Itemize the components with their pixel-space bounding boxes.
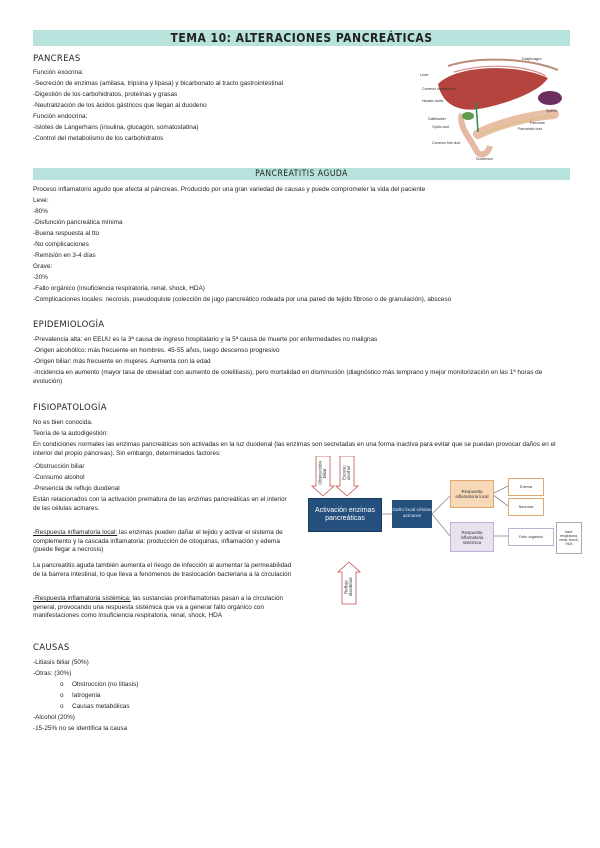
exo-label: Función exocrina: [33, 69, 84, 76]
causa-bullet: o [60, 692, 64, 699]
arrow-alcohol-label: Exceso alcohol [341, 465, 351, 481]
aguda-line: Proceso inflamatorio agudo que afecta al páncreas. Producido por una gran variedad de causas y puede comprometer la vida del paciente [33, 186, 426, 193]
causa-sub: Causas metabólicas [72, 703, 130, 710]
fisio-intro: En condiciones normales las enzimas pancreáticas son activadas en la luz duodenal (las enzimas son secretadas en una forma inactiva para evitar que se puedan provocar daños en el interior del propio páncreas). Sin embargo, determinados factores: [33, 441, 556, 457]
aguda-line: -80% [33, 208, 48, 215]
causa-line: -Otras: (30%) [33, 670, 72, 677]
aguda-line: -No complicaciones [33, 241, 89, 248]
arrow-reflujo-label: Reflujo duodenal [343, 577, 353, 597]
aguda-line: -Fallo orgánico (insuficiencia respiratoria, renal, shock, HDA) [33, 285, 205, 292]
page-title: TEMA 10: ALTERACIONES PANCREÁTICAS [33, 30, 570, 46]
figure-label: Duodenum [476, 157, 494, 161]
fisio-factor: -Obstrucción biliar [33, 463, 85, 470]
epi-line: -Origen alcohólico: más frecuente en hombres. 45-55 años, luego descenso progresivo [33, 347, 280, 354]
pancreas-heading: PANCREAS [33, 54, 81, 64]
aguda-line: -Disfunción pancreática mínima [33, 219, 123, 226]
fisio-permeabilidad: La pancreatitis aguda también aumenta el riesgo de infección al aumentar la permeabilidad de la barrera intestinal, lo que lleva a fenómenos de traslocación bacteriana a la circulación [33, 562, 292, 578]
fisiopatologia-heading: FISIOPATOLOGÍA [33, 403, 107, 413]
respuesta-local-box: Respuesta inflamatoria local [450, 480, 494, 508]
fisio-sistemica [33, 595, 295, 621]
fisio-related: Están relacionados con la activación prematura de las enzimas pancreáticas en el interior de las células acinares. [33, 496, 287, 512]
exo-item: -Digestión de los carbohidratos, proteínas y grasas [33, 91, 178, 98]
causa-line: -15-25% no se identifica la causa [33, 725, 128, 732]
epi-incidencia: -Incidencia en aumento (mayor tasa de obesidad con aumento de colelitiasis), pero mortalidad en disminución (diagnóstico más temprano y mejor monitorización en las 1ª horas de evolución) [33, 369, 543, 385]
aguda-line: -Complicaciones locales: necrosis, pseudoquiste (colección de jugo pancreático rodeada por una pared de tejido fibroso o de granulación), absceso [33, 296, 452, 303]
causas-heading: CAUSAS [33, 643, 70, 653]
epidemiologia-heading: EPIDEMIOLOGÍA [33, 320, 105, 330]
fisio-local [33, 529, 299, 555]
endo-label: Función endocrina: [33, 113, 88, 120]
causa-bullet: o [60, 681, 64, 688]
sist-label: -Respuesta inflamatoria sistémica: [33, 595, 131, 602]
exo-item: -Secreción de enzimas (amilasa, tripsina y lipasa) y bicarbonato al tracto gastrointestinal [33, 80, 284, 87]
figure-label: Common bile duct [432, 141, 461, 145]
local-label: -Respuesta inflamatoria local: [33, 529, 118, 536]
aguda-line: -Buena respuesta al tto [33, 230, 100, 237]
figure-label: Hepatic ducts [422, 99, 444, 103]
figure-label: Cystic duct [432, 125, 450, 129]
manifestaciones-box: Insuf. respiratoria, renal, shock, HDA [556, 522, 582, 554]
fisio-factor: -Presencia de reflujo duodenal [33, 485, 120, 492]
respuesta-sistemica-box: Respuesta inflamatoria sistémica [450, 522, 494, 552]
fisiopatologia-diagram [300, 456, 580, 628]
edema-box: Edema [508, 478, 544, 496]
fisio-line: No es bien conocida. [33, 419, 93, 426]
aguda-line: Leve: [33, 197, 49, 204]
endo-item: -Islotes de Langerhans (insulina, glucagón, somatostatina) [33, 124, 199, 131]
fisio-line: Teoría de la autodigestión: [33, 430, 108, 437]
figure-label: Liver [420, 72, 429, 77]
causa-sub: Obstrucción (no litiasis) [72, 681, 139, 688]
fisio-factor: -Consumo alcohol [33, 474, 85, 481]
figure-label: Diaphragm [522, 56, 542, 61]
necrosis-box: Necrosis [508, 498, 544, 516]
arrow-obstruccion-label: Obstrucción biliar [317, 461, 327, 486]
local-text: las enzimas pueden dañar el tejido y activar el sistema de complemento y la cascada inflamatoria: producción de citoquinas, inflamación y edema (puede llegar a necrosis) [33, 529, 283, 554]
aguda-line: Grave: [33, 263, 53, 270]
figure-label: Pancreas [530, 121, 545, 125]
causa-bullet: o [60, 703, 64, 710]
fallo-organico-box: Fallo orgánico [508, 528, 554, 546]
epi-line: -Prevalencia alta: en EEUU es la 3ª causa de ingreso hospitalario y la 5ª causa de muerte por enfermedades no malignas [33, 336, 378, 343]
pancreas-anatomy-figure [418, 54, 570, 162]
figure-label: Spleen [546, 109, 557, 113]
aguda-line: -Remisión en 3-4 días [33, 252, 96, 259]
aguda-line: -20% [33, 274, 48, 281]
figure-label: Pancreatic duct [518, 127, 543, 131]
endo-item: -Control del metabolismo de los carbohidratos [33, 135, 164, 142]
epi-line: -Origen biliar: más frecuente en mujeres. Aumenta con la edad [33, 358, 211, 365]
figure-label: Common hepatic duct [422, 87, 457, 91]
pancreatitis-aguda-banner: PANCREATITIS AGUDA [33, 168, 570, 180]
causa-sub: Iatrogenia [72, 692, 101, 699]
sist-text: las sustancias proinflamatorias pasan a la circulación general, provocando una respuesta sistémica que va a generar fallo orgánico con manifestaciones como insuficiencia respiratoria, renal, shock, HDA [33, 595, 284, 620]
dano-local-box: Daño local células acinares [392, 500, 432, 528]
causa-line: -Alcohol (20%) [33, 714, 75, 721]
exo-item: -Neutralización de los ácidos gástricos que llegan al duodeno [33, 102, 207, 109]
activacion-enzimas-box: Activación enzimas pancreáticas [308, 498, 382, 532]
figure-label: Gallbladder [428, 117, 446, 121]
causa-line: -Litiasis biliar (50%) [33, 659, 89, 666]
